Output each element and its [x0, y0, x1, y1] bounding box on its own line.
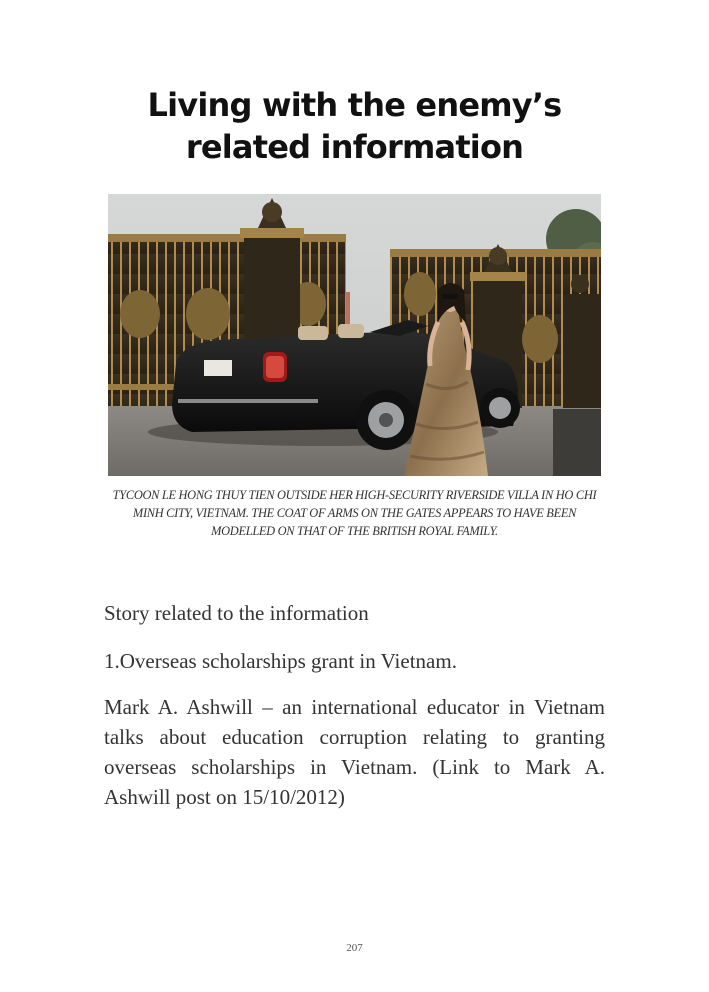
page-title-line-2: related information: [185, 128, 524, 166]
page-title-line-1: Living with the enemy’s: [147, 86, 562, 124]
body-paragraph: Mark A. Ashwill – an international educator in Vietnam talks about education corruption relating to granting overseas scholarships in Vietnam. (Link to Mark A. Ashwill post on 15/10/2012): [104, 695, 605, 809]
photo-caption: TYCOON LE HONG THUY TIEN OUTSIDE HER HIGH-SECURITY RIVERSIDE VILLA IN HO CHI MINH CITY, VIETNAM. THE COAT OF ARMS ON THE GATES APPEARS TO HAVE BEEN MODELLED ON THAT OF THE BRITISH ROYAL FAMILY.: [112, 488, 597, 538]
page-number: 207: [346, 942, 363, 954]
item-heading: 1.Overseas scholarships grant in Vietnam.: [104, 649, 457, 673]
page-title: [104, 84, 605, 168]
story-heading: Story related to the information: [104, 601, 369, 625]
photo-villa-gate-car-woman-icon: [108, 194, 601, 476]
